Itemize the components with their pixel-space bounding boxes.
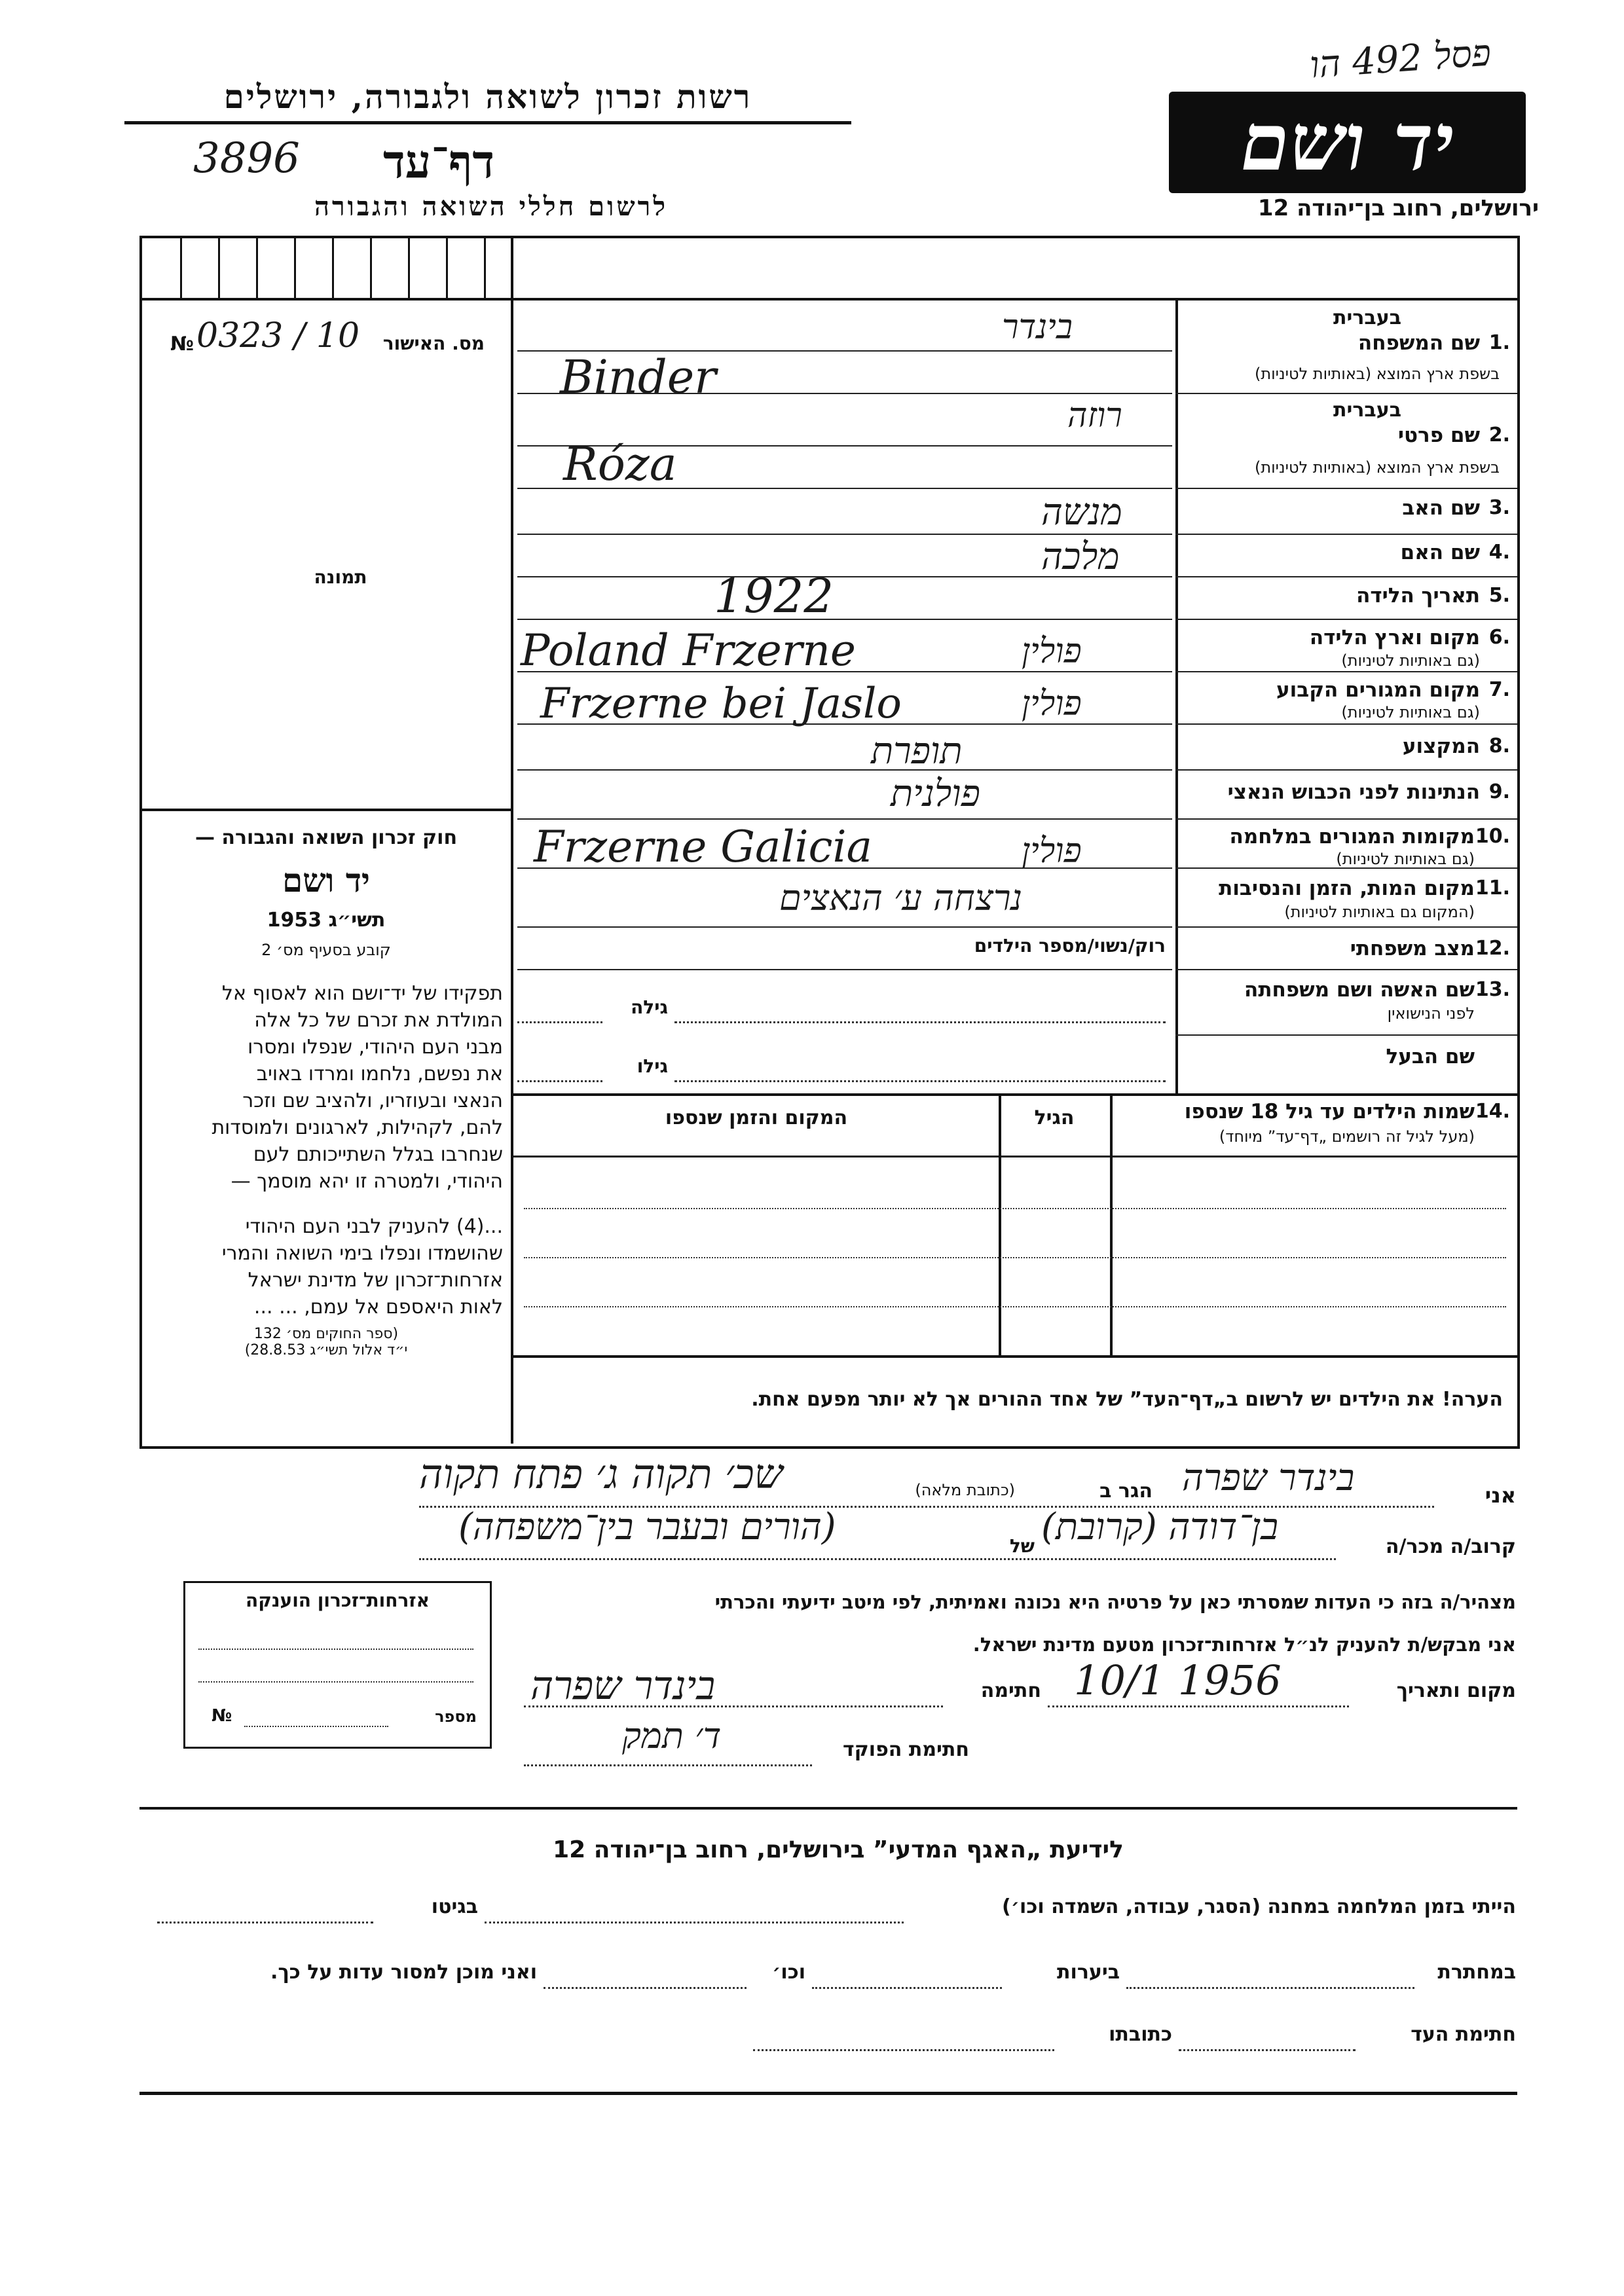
family-name-latin: Binder: [560, 350, 716, 404]
wartime-residence-latin: Frzerne Galicia: [534, 822, 872, 872]
page: פסל 492 הו רשות זכרון לשואה ולגבורה, ירושלים יד ושם 3896 דף־עד לרשום חללי השואה והגבורה ירושלים, רחוב בן־יהודה 12 № 0323 / 10 מס. האישור תמונה חוק זכרון השואה והגבורה — יד ושם תשי״ג 1953 קובע בסעיף מס׳ 2 תפקידו של יד־ושם הוא לאסוף אל המולדת את זכרם של כל אלה מבני העם היהודי, שנפלו ומסרו את נפשם, נלחמו ומרדו באויב הנאצי ובעוזריו, ולהציב שם וזכר להם, לקהילות, לארגונים ולמוסדות שנחרבו בגלל השתייכותם לעם היהודי, ולמטרה זו יהא מוסמך — ...(4) להעניק לבני העם היהודי שהושמדו ונפלו בימי השואה והמרי אזרחות־זכרון של מדינת ישראל לאות היאספם אל עמם, ... ... (ספר החוקים מס׳ 132 י״ד אלול תשי״ג 28.8.53) בעברית 1. שם המשפחה בשפת ארץ המוצא (באותיות לטיניות) בינדר Binder בעברית 2. שם פרטי בשפת ארץ המוצא (באותיות לטיניות) רוזה Róza 3. שם האב מנשה 4. שם האם מלכה 5. תאריך הלידה 1922 6. מקום וארץ הלידה (גם באותיות לטיניות) Poland Frzerne פולין 7. מקום המגורים הקבוע (גם באותיות לטיניות) Frzerne bei Jaslo פולין 8. המקצוע תופרת 9. הנתינות לפני הכבוש הנאצי פולנית 10. מקומות המגורים במלחמה (גם באותיות לטיניות) Frzerne Galicia פולין 11. מקום המות, הזמן והנסיבות (המקום גם באותיות לטיניות) נרצחה ע׳ הנאצים 12. מצב משפחתי רוק/נשוי/מספר הילדים 13. שם האשה ושם משפחתה לפני הנישואין גילה שם הבעל גילו 14. שמות הילדים עד גיל 18 שנספו (מעל לגיל זה רושמים „דף־עד” מיוחד) הגיל המקום והזמן שנספו הערה! את הילדים יש לרשום ב„דף־העד” של אחד ההורים אך לא יותר מפעם אחת. אני בינדר שפרה הגר ב (כתובת מלאה) שכ׳ תקוה ג׳ פתח תקוה קרוב/ה מכר/ה (קרובת) בן־דודה של (הורים ובעבר בין־משפחה) מצהיר/ה בזה כי העדות שמסרתי כאן על פרטיה היא נכונה ואמיתית, לפי מיטב ידיעתי והכרתי אני מבקש/ת להעניק לנ״ל אזרחות־זכרון מטעם מדינת ישראל. מקום ותאריך 10/1 1956 חתימה בינדר שפרה חתימת הפוקד ד׳ תמק אזרחות־זכרון הוענקה מספר № לידיעת „האגף המדעי” בירושלים, רחוב בן־יהודה 12 הייתי בזמן המלחמה במחנה (הסגר, עבודה, השמדה וכו׳) בגיטו במחתרת ביערות וכו׳ ואני מוכן למסור עדות על כך. חתימת העד כתובתו: [0, 0, 1624, 2296]
header-rule: [124, 121, 851, 124]
label-column-divider: [1175, 298, 1178, 1093]
citizenship-title: אזרחות־זכרון הוענקה: [246, 1590, 430, 1611]
relationship-detail: (הורים ובעבר בין־משפחה): [458, 1506, 836, 1548]
officer-signature: ד׳ תמק: [622, 1715, 722, 1757]
first-name-latin: Róza: [563, 437, 677, 491]
code-boxes: [142, 238, 511, 298]
citizenship-box: אזרחות־זכרון הוענקה מספר №: [183, 1581, 492, 1749]
bottom-border: [139, 2092, 1517, 2095]
marital-hint: רוק/נשוי/מספר הילדים: [974, 935, 1166, 957]
declarant-signature: בינדר שפרה: [530, 1663, 716, 1709]
residence-latin: Frzerne bei Jaslo: [540, 680, 902, 728]
place-date-value: 10/1 1956: [1074, 1656, 1282, 1704]
wartime-residence-hebrew: פולין: [1022, 831, 1082, 871]
law-name: יד ושם: [282, 861, 370, 900]
yad-vashem-logo: [1169, 92, 1526, 193]
field-first-name-label: בעברית 2. שם פרטי בשפת ארץ המוצא (באותיות לטיניות): [1255, 399, 1510, 477]
birth-place-latin: Poland Frzerne: [521, 625, 856, 676]
children-age-header: הגיל: [1034, 1106, 1075, 1129]
declarant-address: שכ׳ תקוה ג׳ פתח תקוה: [419, 1450, 783, 1498]
law-title: חוק זכרון השואה והגבורה —: [194, 826, 458, 849]
top-strip-line: [139, 298, 1517, 301]
remark: הערה! את הילדים יש לרשום ב„דף־העד” של אחד ההורים אך לא יותר מפעם אחת.: [751, 1388, 1503, 1411]
birth-place-hebrew: פולין: [1022, 632, 1082, 671]
husband-age-label: גילו: [637, 1055, 668, 1077]
footer-divider: [139, 1807, 1517, 1810]
registry-value: 0323 / 10: [196, 316, 360, 355]
field-family-name-label: בעברית 1. שם המשפחה בשפת ארץ המוצא (באותיות לטיניות): [1255, 306, 1510, 383]
law-paragraph-2: ...(4) להעניק לבני העם היהודי שהושמדו ונפלו בימי השואה והמרי אזרחות־זכרון של מדינת ישראל לאות היאספם אל עמם, ... ...: [221, 1215, 503, 1319]
law-paragraph-1: תפקידו של יד־ושם הוא לאסוף אל המולדת את זכרם של כל אלה מבני העם היהודי, שנפלו ומסרו את נפשם, נלחמו ומרדו באויב הנאצי ובעוזריו, ולהציב שם וזכר להם, לקהילות, לארגונים ולמוסדות שנחרבו בגלל השתייכותם לעם היהודי, ולמטרה זו יהא מוסמך —: [212, 982, 503, 1193]
form-title: דף־עד: [383, 134, 495, 189]
law-source-2: י״ד אלול תשי״ג 28.8.53): [244, 1342, 408, 1358]
footer-title: לידיעת „האגף המדעי” בירושלים, רחוב בן־יהודה 12: [553, 1836, 1124, 1863]
mother-name: מלכה: [1041, 536, 1120, 578]
declaration-request: אני מבקש/ת להעניק לנ״ל אזרחות־זכרון מטעם מדינת ישראל.: [972, 1633, 1516, 1656]
father-name: מנשה: [1041, 491, 1122, 534]
logo-text: יד ושם: [1240, 96, 1454, 189]
law-box: [149, 826, 503, 1358]
declaration-text: מצהיר/ה בזה כי העדות שמסרתי כאן על פרטיה היא נכונה ואמיתית, לפי מיטב ידיעתי והכרתי: [714, 1591, 1516, 1613]
form-subtitle: לרשום חללי השואה והגבורה: [314, 191, 669, 222]
corner-stamp: פסל 492 הו: [1308, 31, 1492, 87]
first-name-hebrew: רוזה: [1067, 396, 1122, 435]
wife-age-label: גילה: [631, 996, 668, 1018]
photo-label: תמונה: [314, 566, 367, 588]
relationship: (קרובת) בן־דודה: [1041, 1506, 1279, 1548]
children-place-header: המקום והזמן שנספו: [665, 1106, 848, 1129]
death-details: נרצחה ע׳ הנאצים: [779, 877, 1023, 919]
law-year: תשי״ג 1953: [267, 909, 386, 932]
address: ירושלים, רחוב בן־יהודה 12: [1257, 195, 1539, 221]
birth-date: 1922: [714, 568, 834, 623]
law-source-1: (ספר החוקים מס׳ 132: [253, 1326, 399, 1342]
left-column-divider: [511, 236, 513, 1444]
fields-bottom-line: [511, 1093, 1517, 1096]
law-clause: קובע בסעיף מס׳ 2: [261, 941, 391, 959]
law-box-divider: [139, 809, 513, 811]
registry-label: מס. האישור: [382, 333, 485, 354]
family-name-hebrew: בינדר: [1002, 308, 1073, 347]
profession: תופרת: [871, 730, 963, 773]
sheet-number: 3896: [193, 134, 300, 183]
residence-hebrew: פולין: [1022, 684, 1082, 723]
authority-name: רשות זכרון לשואה ולגבורה, ירושלים: [223, 77, 752, 116]
declarant-name: בינדר שפרה: [1182, 1457, 1355, 1499]
nationality: פולנית: [891, 773, 980, 815]
